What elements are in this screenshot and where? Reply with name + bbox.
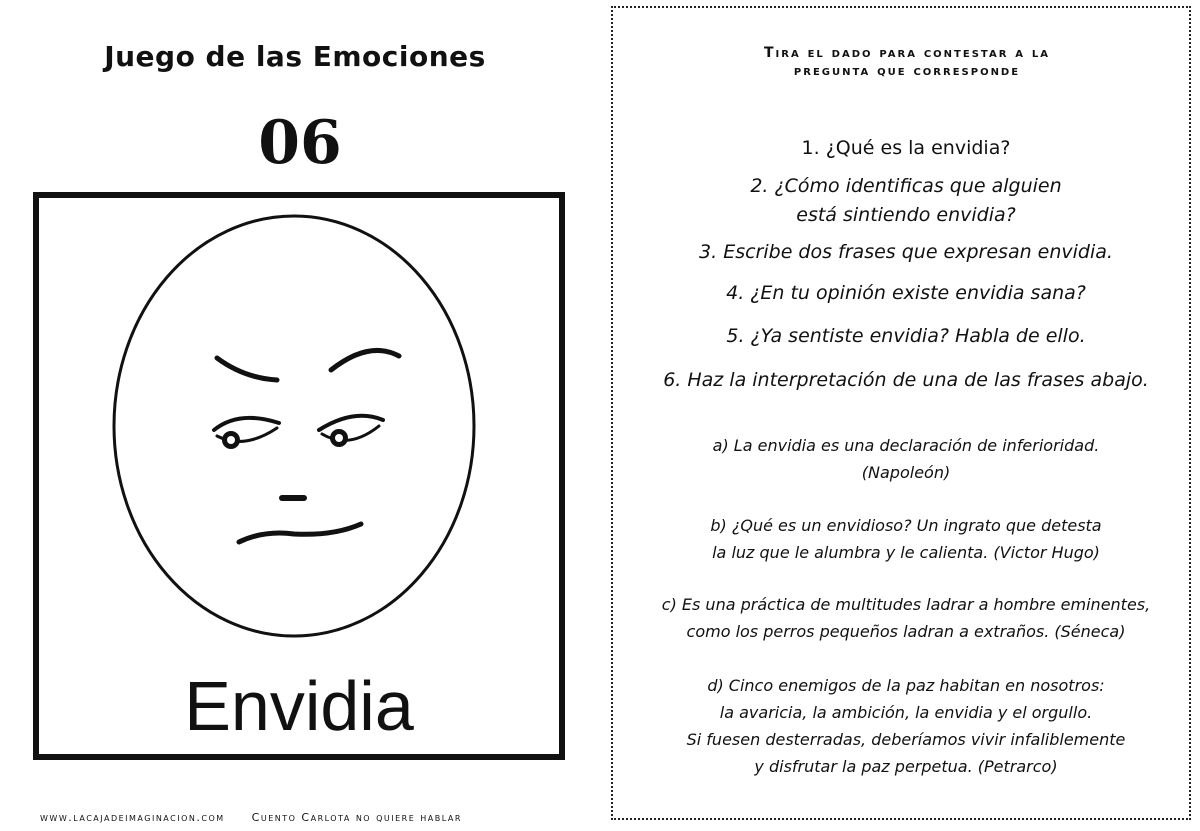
quote-c [612,591,1200,645]
emotion-label: Envidia [184,667,414,745]
quote-d-line-2: la avaricia, la ambición, la envidia y el orgullo. [719,703,1093,722]
footer [40,811,462,824]
quote-d-line-1: d) Cinco enemigos de la paz habitan en nosotros: [707,676,1105,695]
question-4: 4. ¿En tu opinión existe envidia sana? [726,282,1086,304]
instruction-line-2: pregunta que corresponde [793,63,1021,79]
instruction [652,44,1162,80]
quote-c-line-2: como los perros pequeños ladran a extraños. (Séneca) [686,622,1126,641]
question-2b: está sintiendo envidia? [796,204,1016,226]
quote-a [612,432,1200,486]
quote-d [612,672,1200,780]
game-title: Juego de las Emociones [104,40,486,73]
card-number: 06 [258,108,342,178]
question-2a: 2. ¿Cómo identificas que alguien [750,175,1062,197]
emotion-card [33,192,565,760]
question-3: 3. Escribe dos frases que expresan envidia. [699,241,1113,263]
quote-b-line-1: b) ¿Qué es un envidioso? Un ingrato que detesta [710,516,1102,535]
instruction-line-1: Tira el dado para contestar a la [764,45,1050,61]
website-link[interactable]: www.lacajadeimaginacion.com [40,811,225,824]
quote-d-line-3: Si fuesen desterradas, deberíamos vivir infaliblemente [686,730,1126,749]
quote-d-line-4: y disfrutar la paz perpetua. (Petrarco) [754,757,1058,776]
question-6: 6. Haz la interpretación de una de las frases abajo. [663,369,1149,391]
question-5: 5. ¿Ya sentiste envidia? Habla de ello. [726,325,1086,347]
right-card [612,0,1200,831]
quote-b [612,512,1200,566]
quote-a-line-2: (Napoleón) [861,463,951,482]
quote-a-line-1: a) La envidia es una declaración de inferioridad. [712,436,1100,455]
quote-c-line-1: c) Es una práctica de multitudes ladrar a hombre eminentes, [661,595,1151,614]
quote-b-line-2: la luz que le alumbra y le calienta. (Victor Hugo) [712,543,1100,562]
question-1: 1. ¿Qué es la envidia? [801,137,1011,159]
story-title: Cuento Carlota no quiere hablar [251,811,462,824]
